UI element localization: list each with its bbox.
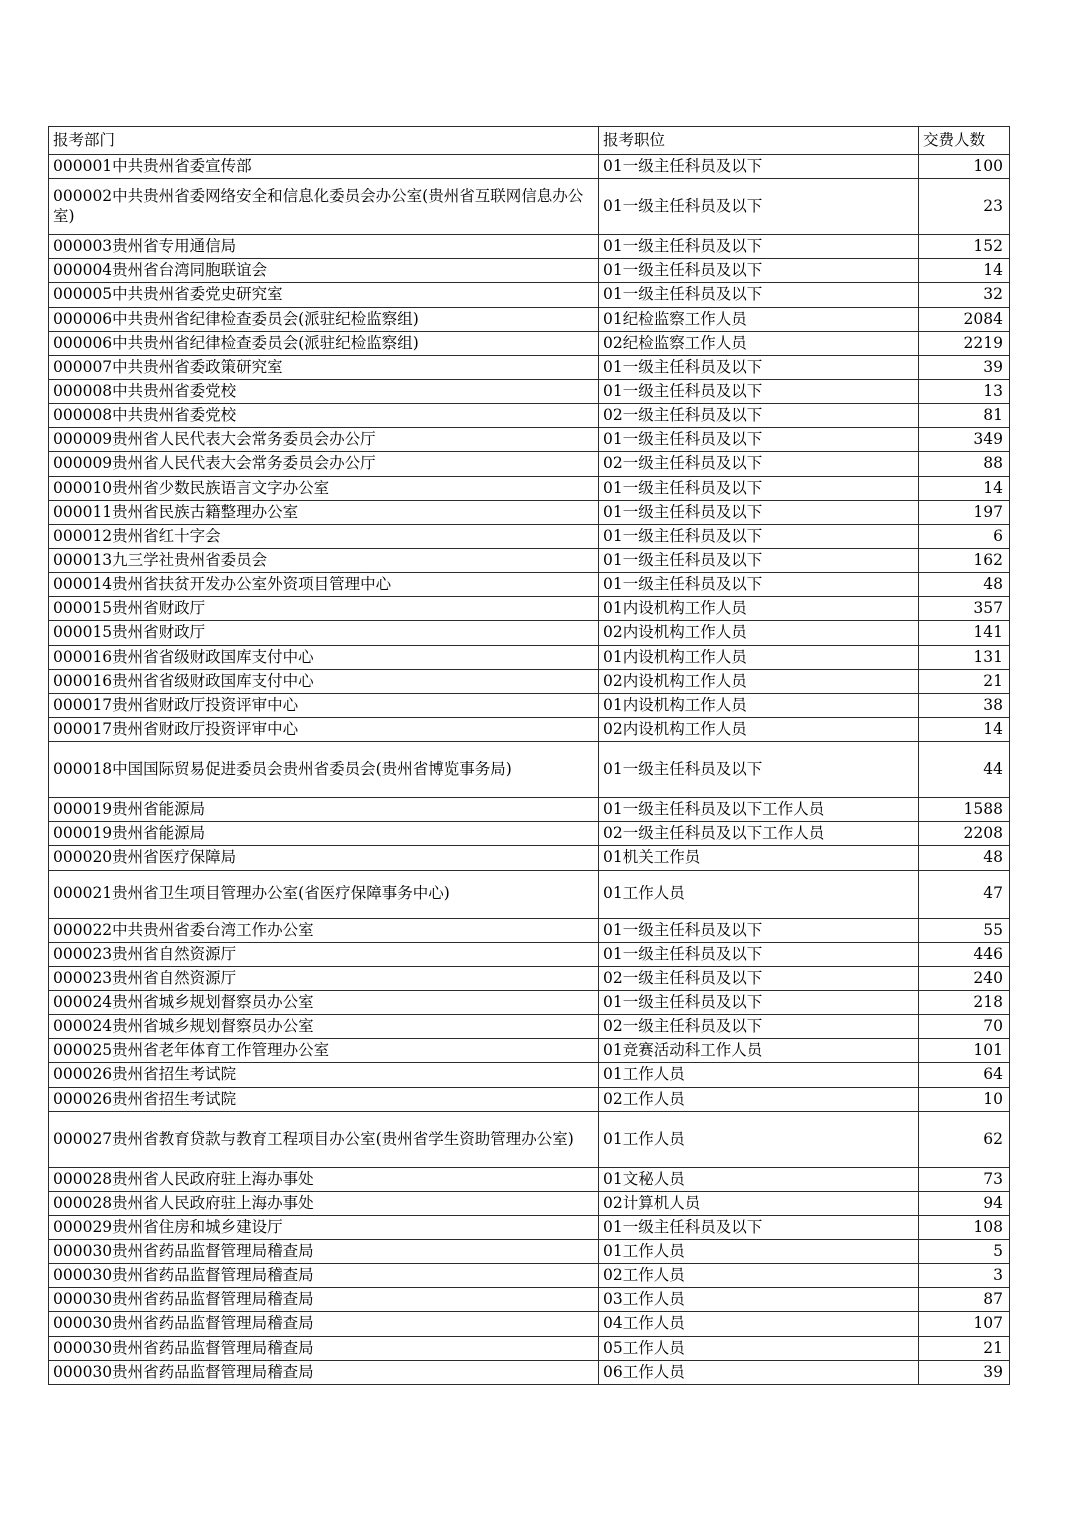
cell-department: 000024贵州省城乡规划督察员办公室 [49, 990, 599, 1014]
cell-department: 000002中共贵州省委网络安全和信息化委员会办公室(贵州省互联网信息办公室) [49, 179, 599, 235]
table-row [49, 259, 1010, 283]
cell-count: 1588 [919, 798, 1010, 822]
table-row [49, 621, 1010, 645]
cell-position: 01工作人员 [599, 1111, 919, 1167]
cell-count: 88 [919, 452, 1010, 476]
cell-position: 01一级主任科员及以下 [599, 524, 919, 548]
cell-position: 01一级主任科员及以下 [599, 918, 919, 942]
table-row [49, 717, 1010, 741]
cell-position: 02内设机构工作人员 [599, 669, 919, 693]
cell-count: 70 [919, 1015, 1010, 1039]
cell-department: 000030贵州省药品监督管理局稽查局 [49, 1360, 599, 1384]
cell-count: 81 [919, 404, 1010, 428]
cell-position: 01竞赛活动科工作人员 [599, 1039, 919, 1063]
table-row [49, 548, 1010, 572]
cell-count: 218 [919, 990, 1010, 1014]
table-row [49, 1360, 1010, 1384]
cell-position: 02一级主任科员及以下工作人员 [599, 822, 919, 846]
cell-department: 000003贵州省专用通信局 [49, 235, 599, 259]
cell-department: 000006中共贵州省纪律检查委员会(派驻纪检监察组) [49, 331, 599, 355]
table-row [49, 524, 1010, 548]
table-row [49, 235, 1010, 259]
cell-department: 000009贵州省人民代表大会常务委员会办公厅 [49, 452, 599, 476]
column-header-department: 报考部门 [49, 127, 599, 155]
cell-department: 000001中共贵州省委宣传部 [49, 155, 599, 179]
cell-position: 01纪检监察工作人员 [599, 307, 919, 331]
cell-count: 73 [919, 1167, 1010, 1191]
cell-position: 01工作人员 [599, 1240, 919, 1264]
cell-count: 55 [919, 918, 1010, 942]
registration-table-container [48, 126, 1009, 1385]
cell-department: 000028贵州省人民政府驻上海办事处 [49, 1167, 599, 1191]
table-row [49, 1111, 1010, 1167]
cell-department: 000025贵州省老年体育工作管理办公室 [49, 1039, 599, 1063]
cell-department: 000015贵州省财政厅 [49, 621, 599, 645]
cell-position: 02纪检监察工作人员 [599, 331, 919, 355]
cell-position: 04工作人员 [599, 1312, 919, 1336]
cell-count: 3 [919, 1264, 1010, 1288]
table-row [49, 500, 1010, 524]
cell-count: 62 [919, 1111, 1010, 1167]
cell-department: 000027贵州省教育贷款与教育工程项目办公室(贵州省学生资助管理办公室) [49, 1111, 599, 1167]
table-body [49, 155, 1010, 1385]
cell-position: 02一级主任科员及以下 [599, 404, 919, 428]
table-row [49, 1039, 1010, 1063]
cell-count: 14 [919, 476, 1010, 500]
cell-count: 141 [919, 621, 1010, 645]
cell-department: 000022中共贵州省委台湾工作办公室 [49, 918, 599, 942]
cell-position: 01机关工作员 [599, 846, 919, 870]
registration-statistics-table [48, 126, 1010, 1385]
table-row [49, 597, 1010, 621]
table-row [49, 693, 1010, 717]
cell-position: 01一级主任科员及以下 [599, 355, 919, 379]
cell-department: 000008中共贵州省委党校 [49, 379, 599, 403]
table-row [49, 1240, 1010, 1264]
cell-count: 14 [919, 717, 1010, 741]
cell-count: 240 [919, 966, 1010, 990]
cell-department: 000009贵州省人民代表大会常务委员会办公厅 [49, 428, 599, 452]
column-header-count: 交费人数 [919, 127, 1010, 155]
cell-department: 000016贵州省省级财政国库支付中心 [49, 645, 599, 669]
table-row [49, 1264, 1010, 1288]
cell-count: 13 [919, 379, 1010, 403]
table-row [49, 846, 1010, 870]
table-row [49, 307, 1010, 331]
cell-department: 000017贵州省财政厅投资评审中心 [49, 693, 599, 717]
cell-count: 357 [919, 597, 1010, 621]
table-row [49, 990, 1010, 1014]
cell-position: 01工作人员 [599, 870, 919, 918]
cell-department: 000029贵州省住房和城乡建设厅 [49, 1215, 599, 1239]
cell-count: 162 [919, 548, 1010, 572]
table-row [49, 404, 1010, 428]
cell-count: 64 [919, 1063, 1010, 1087]
cell-position: 01一级主任科员及以下 [599, 179, 919, 235]
table-row [49, 1167, 1010, 1191]
cell-department: 000030贵州省药品监督管理局稽查局 [49, 1336, 599, 1360]
cell-department: 000021贵州省卫生项目管理办公室(省医疗保障事务中心) [49, 870, 599, 918]
cell-position: 01一级主任科员及以下 [599, 548, 919, 572]
cell-position: 02工作人员 [599, 1264, 919, 1288]
cell-count: 2208 [919, 822, 1010, 846]
cell-position: 01内设机构工作人员 [599, 693, 919, 717]
cell-count: 87 [919, 1288, 1010, 1312]
cell-position: 01一级主任科员及以下 [599, 1215, 919, 1239]
table-row [49, 1288, 1010, 1312]
cell-position: 02工作人员 [599, 1087, 919, 1111]
cell-position: 02计算机人员 [599, 1191, 919, 1215]
cell-department: 000026贵州省招生考试院 [49, 1063, 599, 1087]
table-row [49, 573, 1010, 597]
table-header [49, 127, 1010, 155]
cell-department: 000019贵州省能源局 [49, 822, 599, 846]
cell-department: 000012贵州省红十字会 [49, 524, 599, 548]
cell-count: 108 [919, 1215, 1010, 1239]
table-row [49, 918, 1010, 942]
cell-department: 000020贵州省医疗保障局 [49, 846, 599, 870]
cell-count: 101 [919, 1039, 1010, 1063]
cell-department: 000023贵州省自然资源厅 [49, 942, 599, 966]
table-row [49, 870, 1010, 918]
cell-position: 01内设机构工作人员 [599, 645, 919, 669]
cell-department: 000016贵州省省级财政国库支付中心 [49, 669, 599, 693]
table-row [49, 331, 1010, 355]
cell-department: 000030贵州省药品监督管理局稽查局 [49, 1312, 599, 1336]
cell-position: 01一级主任科员及以下工作人员 [599, 798, 919, 822]
cell-department: 000010贵州省少数民族语言文字办公室 [49, 476, 599, 500]
table-row [49, 822, 1010, 846]
cell-count: 48 [919, 573, 1010, 597]
cell-count: 6 [919, 524, 1010, 548]
cell-position: 01一级主任科员及以下 [599, 742, 919, 798]
cell-department: 000026贵州省招生考试院 [49, 1087, 599, 1111]
table-row [49, 179, 1010, 235]
cell-department: 000008中共贵州省委党校 [49, 404, 599, 428]
cell-position: 01内设机构工作人员 [599, 597, 919, 621]
cell-position: 06工作人员 [599, 1360, 919, 1384]
table-row [49, 428, 1010, 452]
table-row [49, 476, 1010, 500]
table-row [49, 155, 1010, 179]
table-header-row [49, 127, 1010, 155]
cell-count: 10 [919, 1087, 1010, 1111]
cell-count: 94 [919, 1191, 1010, 1215]
cell-department: 000014贵州省扶贫开发办公室外资项目管理中心 [49, 573, 599, 597]
cell-position: 01一级主任科员及以下 [599, 283, 919, 307]
cell-count: 131 [919, 645, 1010, 669]
table-row [49, 1215, 1010, 1239]
cell-count: 446 [919, 942, 1010, 966]
table-row [49, 966, 1010, 990]
cell-department: 000013九三学社贵州省委员会 [49, 548, 599, 572]
table-row [49, 1087, 1010, 1111]
cell-department: 000030贵州省药品监督管理局稽查局 [49, 1288, 599, 1312]
cell-count: 5 [919, 1240, 1010, 1264]
cell-count: 2084 [919, 307, 1010, 331]
cell-position: 02一级主任科员及以下 [599, 966, 919, 990]
cell-count: 44 [919, 742, 1010, 798]
cell-department: 000015贵州省财政厅 [49, 597, 599, 621]
cell-position: 01一级主任科员及以下 [599, 500, 919, 524]
cell-position: 01一级主任科员及以下 [599, 428, 919, 452]
cell-count: 38 [919, 693, 1010, 717]
table-row [49, 798, 1010, 822]
cell-department: 000006中共贵州省纪律检查委员会(派驻纪检监察组) [49, 307, 599, 331]
cell-count: 197 [919, 500, 1010, 524]
table-row [49, 283, 1010, 307]
cell-position: 01一级主任科员及以下 [599, 942, 919, 966]
cell-count: 21 [919, 1336, 1010, 1360]
cell-count: 152 [919, 235, 1010, 259]
cell-count: 39 [919, 1360, 1010, 1384]
cell-position: 01工作人员 [599, 1063, 919, 1087]
table-row [49, 1336, 1010, 1360]
cell-count: 2219 [919, 331, 1010, 355]
cell-count: 39 [919, 355, 1010, 379]
cell-count: 32 [919, 283, 1010, 307]
cell-position: 01一级主任科员及以下 [599, 573, 919, 597]
cell-count: 48 [919, 846, 1010, 870]
cell-position: 01一级主任科员及以下 [599, 235, 919, 259]
cell-count: 47 [919, 870, 1010, 918]
cell-position: 01一级主任科员及以下 [599, 259, 919, 283]
cell-department: 000011贵州省民族古籍整理办公室 [49, 500, 599, 524]
cell-count: 349 [919, 428, 1010, 452]
cell-department: 000028贵州省人民政府驻上海办事处 [49, 1191, 599, 1215]
cell-department: 000023贵州省自然资源厅 [49, 966, 599, 990]
table-row [49, 742, 1010, 798]
table-row [49, 942, 1010, 966]
table-row [49, 1312, 1010, 1336]
cell-department: 000005中共贵州省委党史研究室 [49, 283, 599, 307]
cell-department: 000017贵州省财政厅投资评审中心 [49, 717, 599, 741]
cell-count: 107 [919, 1312, 1010, 1336]
cell-department: 000004贵州省台湾同胞联谊会 [49, 259, 599, 283]
cell-position: 01一级主任科员及以下 [599, 379, 919, 403]
cell-department: 000030贵州省药品监督管理局稽查局 [49, 1240, 599, 1264]
table-row [49, 1191, 1010, 1215]
table-row [49, 379, 1010, 403]
cell-position: 02一级主任科员及以下 [599, 452, 919, 476]
table-row [49, 669, 1010, 693]
table-row [49, 1063, 1010, 1087]
cell-count: 14 [919, 259, 1010, 283]
cell-position: 02内设机构工作人员 [599, 717, 919, 741]
cell-position: 02内设机构工作人员 [599, 621, 919, 645]
cell-department: 000019贵州省能源局 [49, 798, 599, 822]
cell-position: 01文秘人员 [599, 1167, 919, 1191]
column-header-position: 报考职位 [599, 127, 919, 155]
cell-department: 000030贵州省药品监督管理局稽查局 [49, 1264, 599, 1288]
cell-department: 000007中共贵州省委政策研究室 [49, 355, 599, 379]
cell-department: 000018中国国际贸易促进委员会贵州省委员会(贵州省博览事务局) [49, 742, 599, 798]
cell-count: 23 [919, 179, 1010, 235]
table-row [49, 452, 1010, 476]
table-row [49, 645, 1010, 669]
table-row [49, 1015, 1010, 1039]
cell-department: 000024贵州省城乡规划督察员办公室 [49, 1015, 599, 1039]
cell-position: 05工作人员 [599, 1336, 919, 1360]
cell-count: 21 [919, 669, 1010, 693]
table-row [49, 355, 1010, 379]
cell-position: 02一级主任科员及以下 [599, 1015, 919, 1039]
cell-position: 01一级主任科员及以下 [599, 990, 919, 1014]
cell-position: 01一级主任科员及以下 [599, 476, 919, 500]
cell-position: 01一级主任科员及以下 [599, 155, 919, 179]
cell-count: 100 [919, 155, 1010, 179]
cell-position: 03工作人员 [599, 1288, 919, 1312]
